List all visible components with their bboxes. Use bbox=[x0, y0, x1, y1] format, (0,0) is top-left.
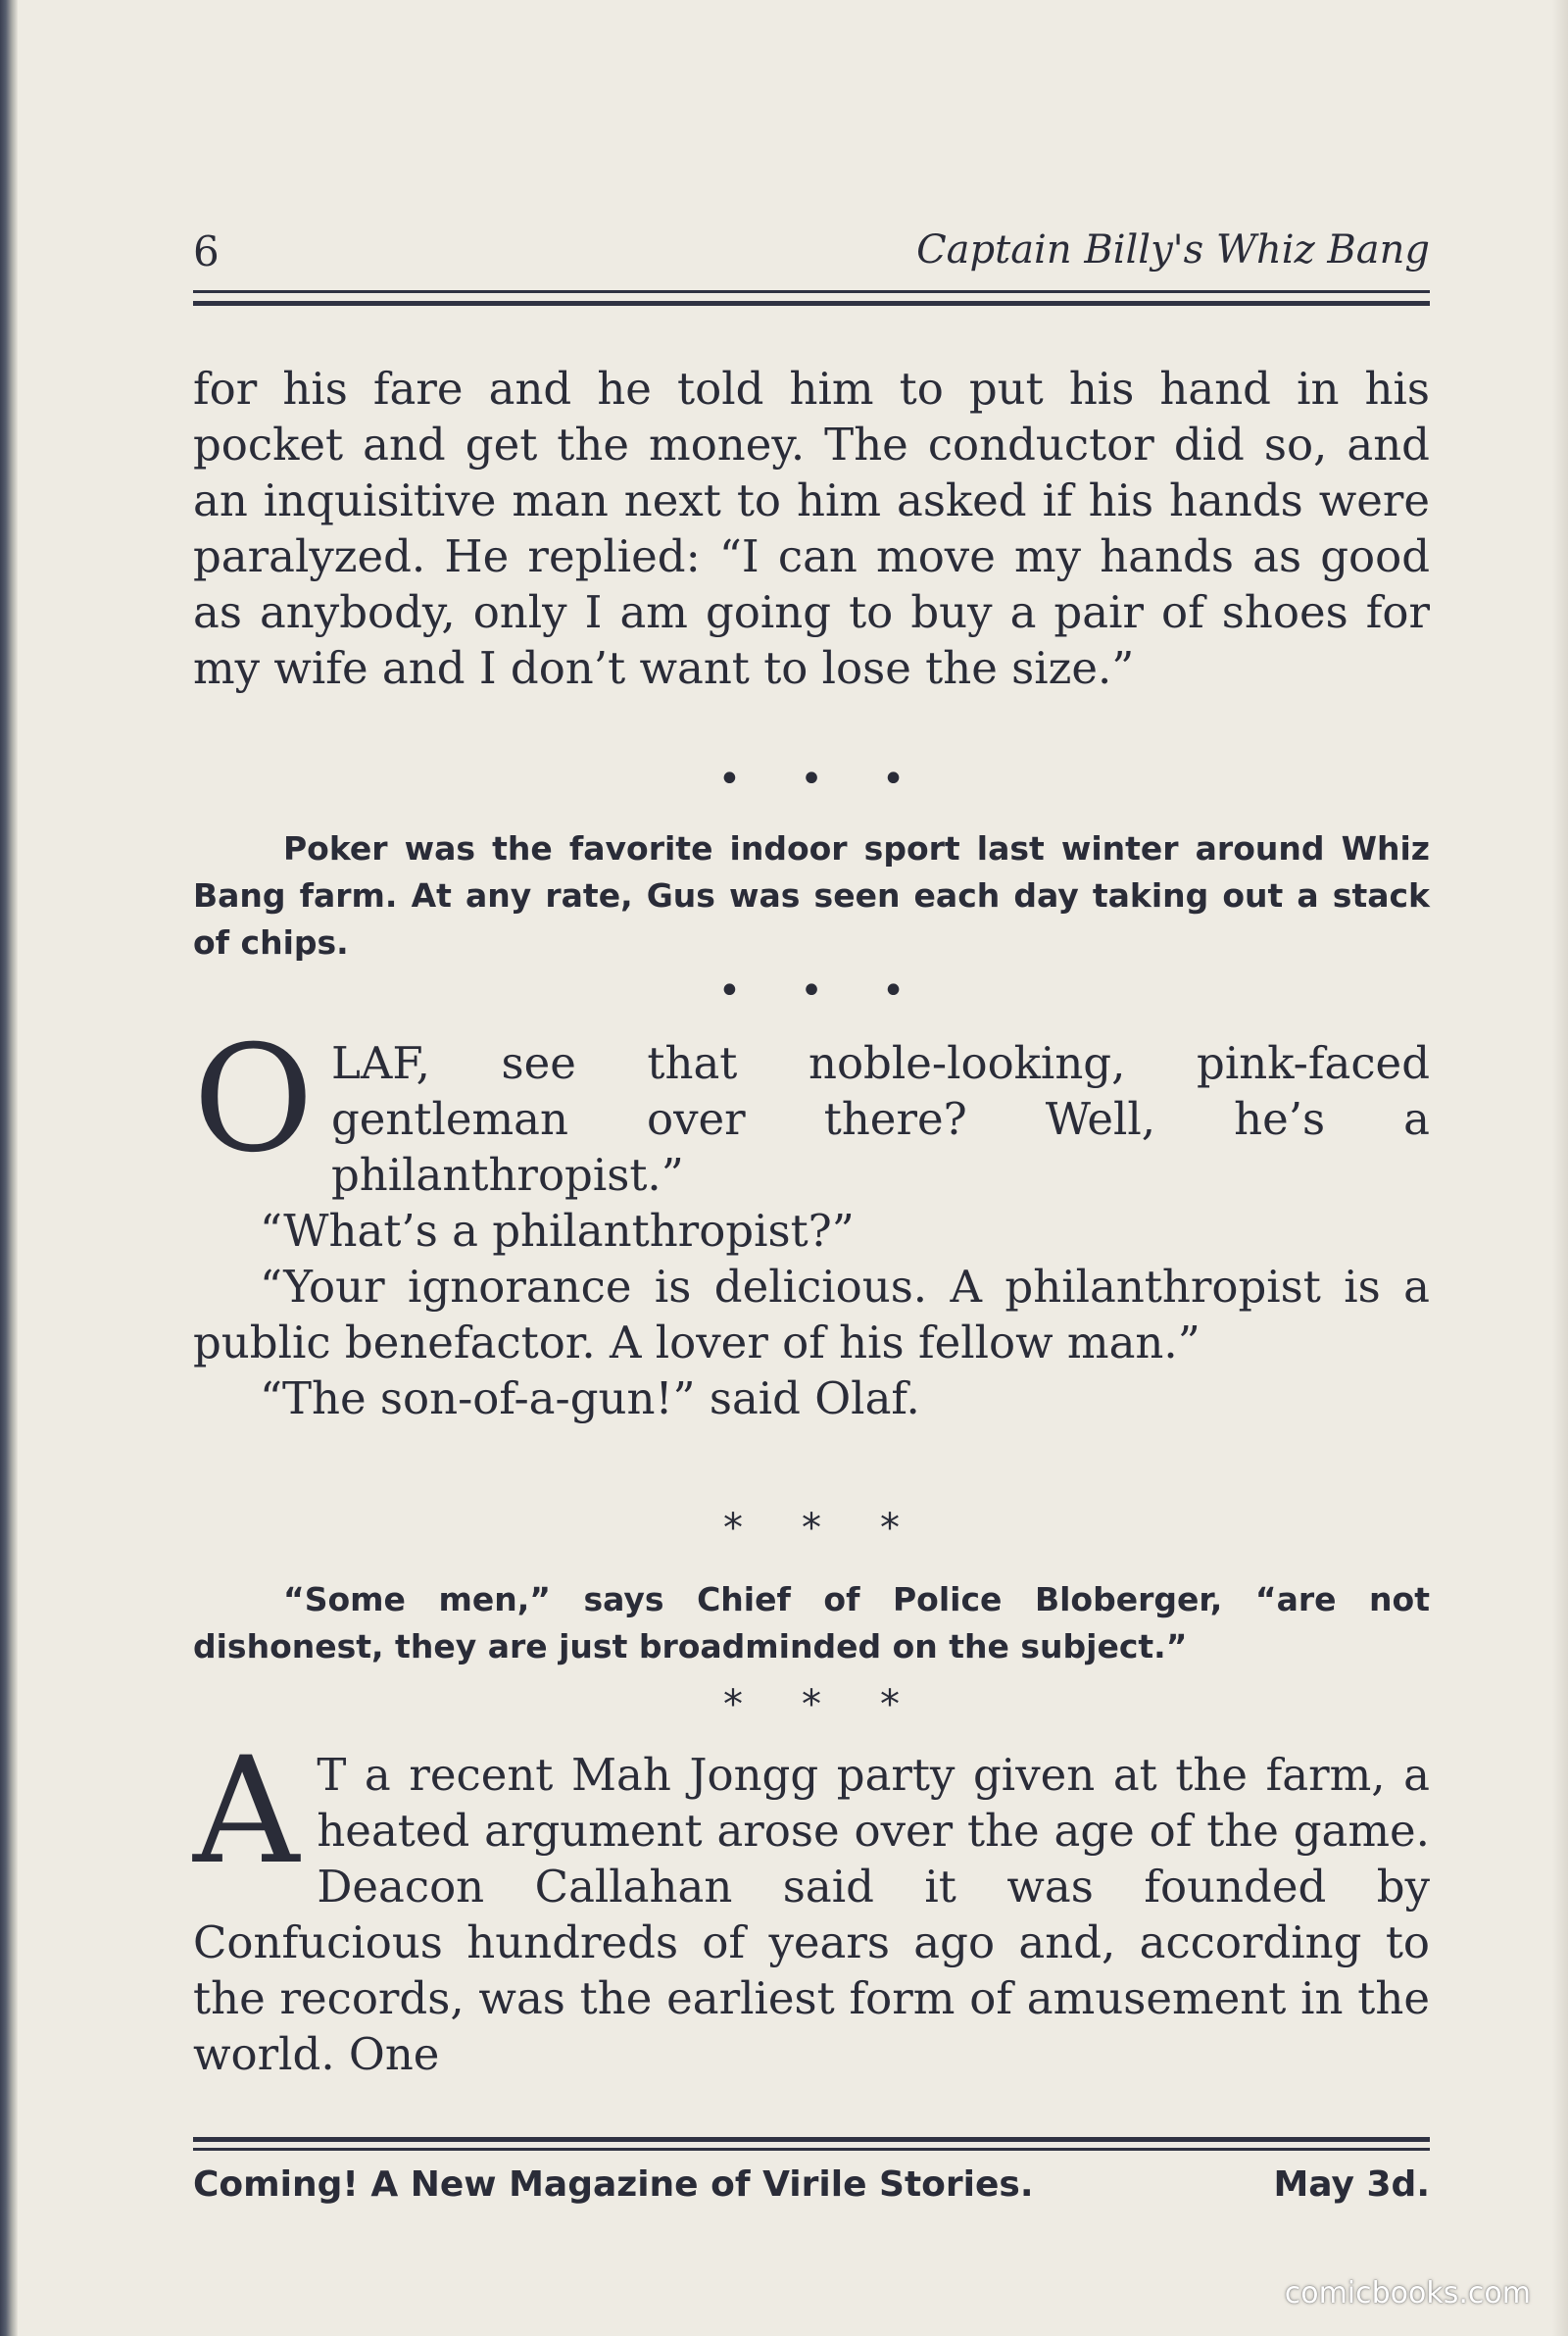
header-rule-top bbox=[193, 290, 1430, 293]
story-continuation bbox=[193, 361, 1430, 696]
joke-poker bbox=[193, 825, 1430, 967]
star-separator-1: *** bbox=[723, 1506, 958, 1551]
header-rule-bottom bbox=[193, 301, 1430, 306]
dot-separator-2: ••• bbox=[717, 969, 964, 1014]
olaf-punchline: “The son-of-a-gun!” said Olaf. bbox=[260, 1372, 920, 1424]
page-right-edge bbox=[1552, 0, 1568, 2336]
mahjongg-story bbox=[193, 1726, 1430, 2082]
joke-police-text: “Some men,” says Chief of Police Bloberger, “are not dishonest, they are just broadminded on the subject.” bbox=[193, 1580, 1430, 1665]
footer-announcement: Coming! A New Magazine of Virile Stories. bbox=[193, 2164, 1034, 2205]
page-header bbox=[193, 227, 1430, 286]
drop-cap-a: A bbox=[193, 1726, 300, 1897]
olaf-opening: LAF, see that noble-looking, pink-faced gentleman over there? Well, he’s a philanthropist.” bbox=[330, 1037, 1430, 1201]
page-binding-edge bbox=[0, 0, 18, 2336]
page-footer bbox=[193, 2164, 1430, 2205]
page-number: 6 bbox=[193, 227, 220, 275]
olaf-question: “What’s a philanthropist?” bbox=[260, 1205, 855, 1257]
olaf-answer: “Your ignorance is delicious. A philanthropist is a public benefactor. A lover of his fellow man.” bbox=[193, 1261, 1430, 1368]
joke-poker-text: Poker was the favorite indoor sport last winter around Whiz Bang farm. At any rate, Gus was seen each day taking out a stack of chips. bbox=[193, 829, 1430, 962]
footer-date: May 3d. bbox=[1273, 2164, 1430, 2205]
dot-separator-1: ••• bbox=[717, 757, 964, 802]
mahjongg-text: T a recent Mah Jongg party given at the farm, a heated argument arose over the age of the game. Deacon Callahan said it was founded by Confucious hundreds of years ago and, according to the records, was the earliest form of amusement in the world. One bbox=[193, 1749, 1430, 2080]
joke-police bbox=[193, 1576, 1430, 1670]
watermark: comicbooks.com bbox=[1284, 2276, 1531, 2311]
drop-cap-o: O bbox=[193, 1015, 314, 1185]
footer-rule-bottom bbox=[193, 2148, 1430, 2151]
star-separator-2: *** bbox=[723, 1682, 958, 1727]
olaf-joke bbox=[193, 1015, 1430, 1426]
story-paragraph: for his fare and he told him to put his hand in his pocket and get the money. The conductor did so, and an inquisitive man next to him asked if his hands were paralyzed. He replied: “I can move my hands as good as anybody, only I am going to buy a pair of shoes for my wife and I don’t want to lose the size.” bbox=[193, 363, 1430, 694]
running-title: Captain Billy's Whiz Bang bbox=[916, 227, 1430, 273]
footer-rule-top bbox=[193, 2137, 1430, 2142]
